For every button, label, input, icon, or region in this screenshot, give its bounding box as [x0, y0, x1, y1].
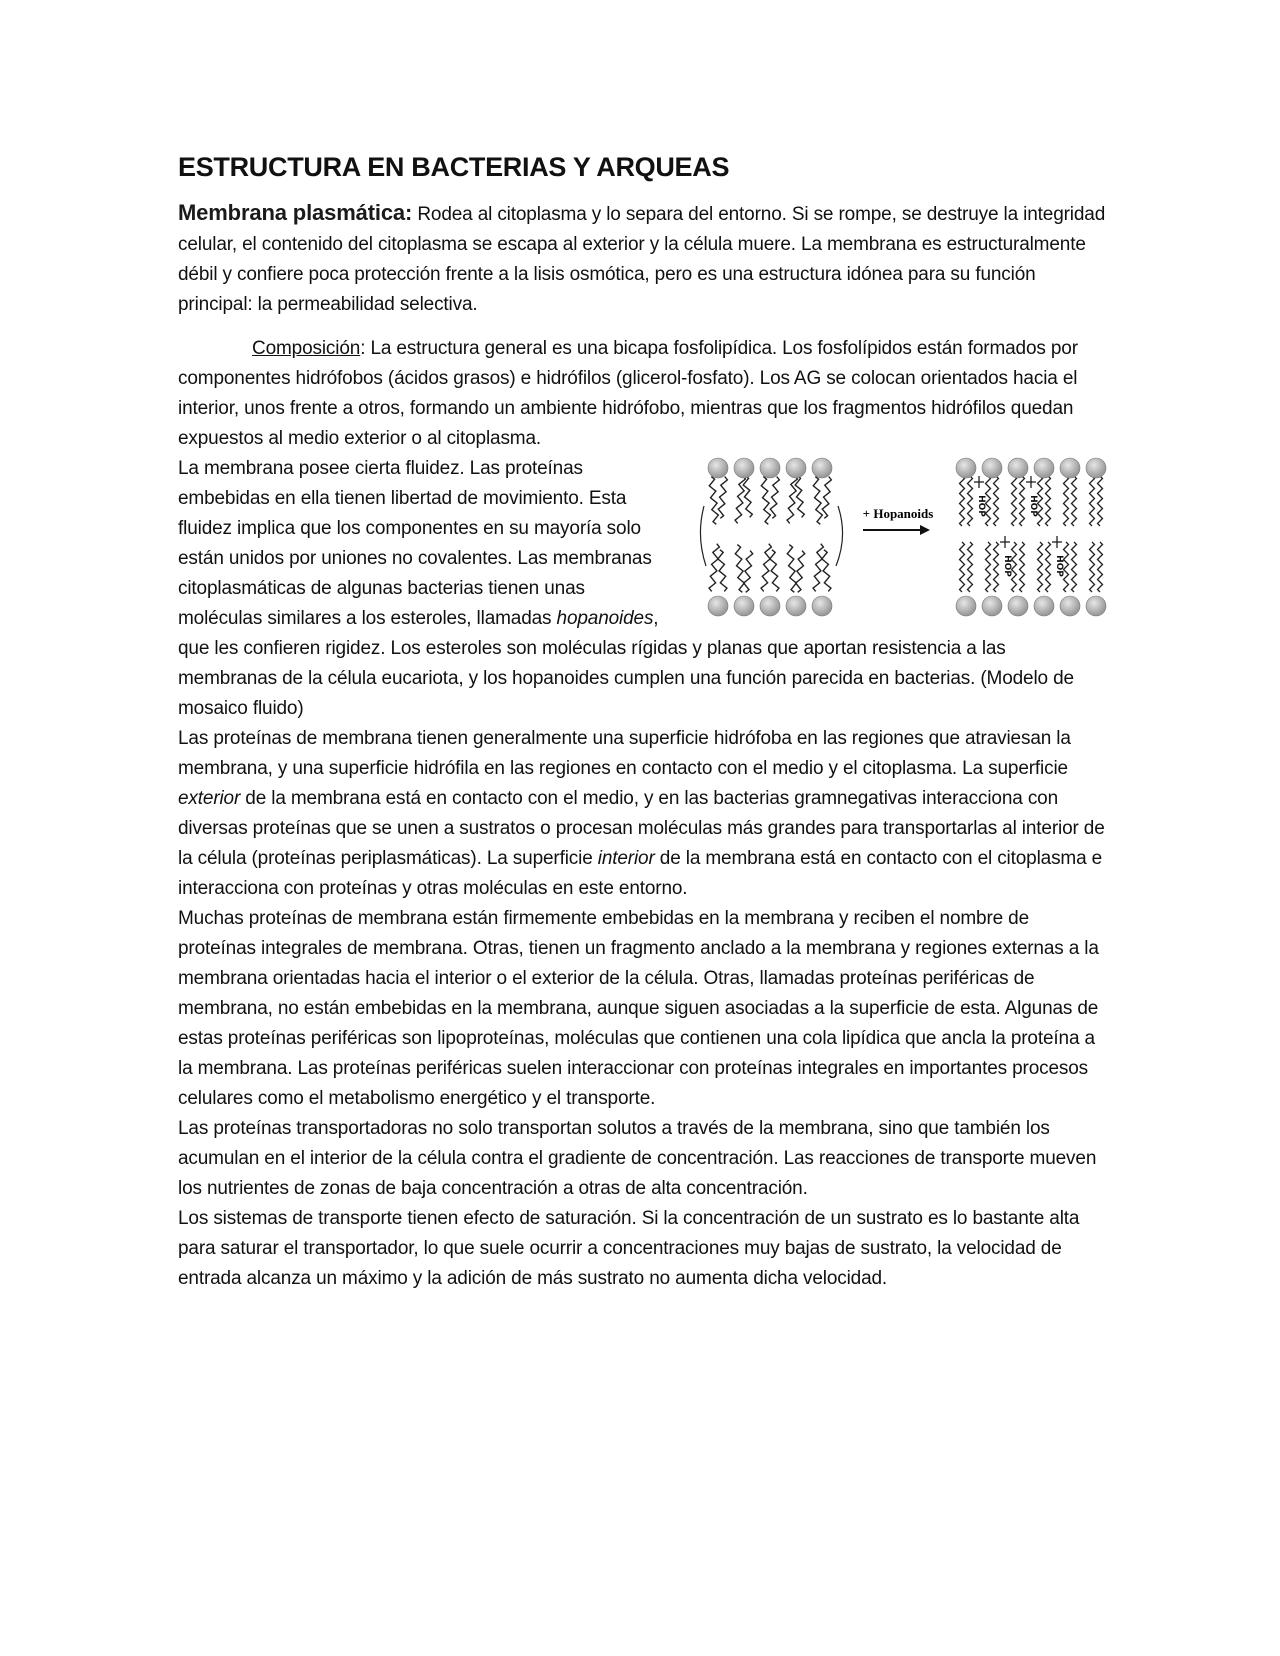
hopanoids-label: + Hopanoids — [862, 506, 934, 521]
phospholipid-head — [786, 458, 806, 478]
fluidez-text-a: La membrana posee cierta fluidez. Las proteínas embebidas en ella tienen libertad de movimiento. Esta fluidez implica que los componentes en su mayoría solo están unidos por uniones no covalentes. Las membranas citoplasmáticas de algunas bacterias tienen unas moléculas similares a los esteroles, llamadas — [178, 458, 652, 629]
proteinas-text-b: de la membrana está en contacto con el medio, y en las bacterias gramnegativas interacciona con diversas proteínas que se unen a sustratos o procesan moléculas más grandes para transportarlas al interior de la célula (proteínas periplasmáticas). La superficie — [178, 788, 1105, 869]
phospholipid-head — [708, 596, 728, 616]
document-page — [178, 150, 1108, 1294]
proteinas-text-c: de la membrana está en contacto con el citoplasma e interacciona con proteínas y otras moléculas en este entorno. — [178, 848, 1103, 899]
phospholipid-head — [982, 458, 1002, 478]
phospholipid-head — [956, 458, 976, 478]
phospholipid-head — [812, 596, 832, 616]
hopanoid-molecule: HOP — [1002, 555, 1012, 577]
exterior-term: exterior — [178, 788, 241, 809]
page-title: ESTRUCTURA EN BACTERIAS Y ARQUEAS — [178, 152, 730, 182]
paragraph-transportadoras: Las proteínas transportadoras no solo transportan solutos a través de la membrana, sino que también los acumulan en el interior de la célula contra el gradiente de concentración. Las reacciones de transporte mueven los nutrientes de zonas de baja concentración a otras de alta concentración. — [178, 1118, 1097, 1199]
fluidez-block — [178, 454, 1108, 724]
hopanoid-molecule: HOP — [1054, 555, 1064, 577]
phospholipid-head — [1034, 458, 1054, 478]
phospholipid-head — [1034, 596, 1054, 616]
phospholipid-head — [734, 596, 754, 616]
hopanoides-term: hopanoides — [556, 608, 654, 629]
phospholipid-head — [786, 596, 806, 616]
interior-term: interior — [597, 848, 655, 869]
section-lead-membrana: Membrana plasmática: — [178, 200, 413, 225]
phospholipid-head — [1060, 596, 1080, 616]
hopanoid-molecule: HOP — [1028, 495, 1038, 517]
fluid-bilayer — [700, 458, 842, 616]
phospholipid-head — [956, 596, 976, 616]
hopanoid-arrow — [863, 506, 934, 535]
phospholipid-head — [1086, 596, 1106, 616]
phospholipid-head — [1060, 458, 1080, 478]
phospholipid-head — [734, 458, 754, 478]
hopanoid-molecule: HOP — [976, 495, 986, 517]
hopanoids-bilayer-figure — [698, 456, 1108, 620]
phospholipid-head — [708, 458, 728, 478]
paragraph-proteinas — [178, 724, 1108, 904]
phospholipid-head — [1008, 458, 1028, 478]
phospholipid-head — [1086, 458, 1106, 478]
phospholipid-head — [982, 596, 1002, 616]
paragraph-integrales: Muchas proteínas de membrana están firmemente embebidas en la membrana y reciben el nombre de proteínas integrales de membrana. Otras, tienen un fragmento anclado a la membrana y regiones externas a la membrana orientadas hacia el interior o el exterior de la célula. Otras, llamadas proteínas periféricas de membrana, no están embebidas en la membrana, aunque siguen asociadas a la superficie de esta. Algunas de estas proteínas periféricas son lipoproteínas, moléculas que contienen una cola lipídica que ancla la proteína a la membrana. Las proteínas periféricas suelen interaccionar con proteínas integrales en importantes procesos celulares como el metabolismo energético y el transporte. — [178, 908, 1099, 1109]
phospholipid-head — [760, 596, 780, 616]
rigid-bilayer — [956, 458, 1106, 616]
phospholipid-head — [1008, 596, 1028, 616]
composicion-label: Composición — [252, 338, 361, 359]
paragraph-membrana — [178, 198, 1108, 320]
proteinas-text-a: Las proteínas de membrana tienen generalmente una superficie hidrófoba en las regiones que atraviesan la membrana, y una superficie hidrófila en las regiones en contacto con el medio y el citoplasma. La superficie — [178, 728, 1071, 779]
membrana-text: Rodea al citoplasma y lo separa del entorno. Si se rompe, se destruye la integridad celular, el contenido del citoplasma se escapa al exterior y la célula muere. La membrana es estructuralmente débil y confiere poca protección frente a la lisis osmótica, pero es una estructura idónea para su función principal: la permeabilidad selectiva. — [178, 204, 1106, 315]
phospholipid-head — [812, 458, 832, 478]
fluidez-text-b: , que les confieren rigidez. Los esteroles son moléculas rígidas y planas que aportan resistencia a las membranas de la célula eucariota, y los hopanoides cumplen una función parecida en bacterias. (Modelo de mosaico fluido) — [178, 608, 1074, 719]
composicion-text: : La estructura general es una bicapa fosfolipídica. Los fosfolípidos están formados por componentes hidrófobos (ácidos grasos) e hidrófilos (glicerol-fosfato). Los AG se colocan orientados hacia el interior, unos frente a otros, formando un ambiente hidrófobo, mientras que los fragmentos hidrófilos quedan expuestos al medio exterior o al citoplasma. — [178, 338, 1078, 449]
phospholipid-head — [760, 458, 780, 478]
paragraph-saturacion: Los sistemas de transporte tienen efecto de saturación. Si la concentración de un sustrato es lo bastante alta para saturar el transportador, lo que suele ocurrir a concentraciones muy bajas de sustrato, la velocidad de entrada alcanza un máximo y la adición de más sustrato no aumenta dicha velocidad. — [178, 1208, 1080, 1289]
paragraph-composicion — [178, 334, 1108, 454]
